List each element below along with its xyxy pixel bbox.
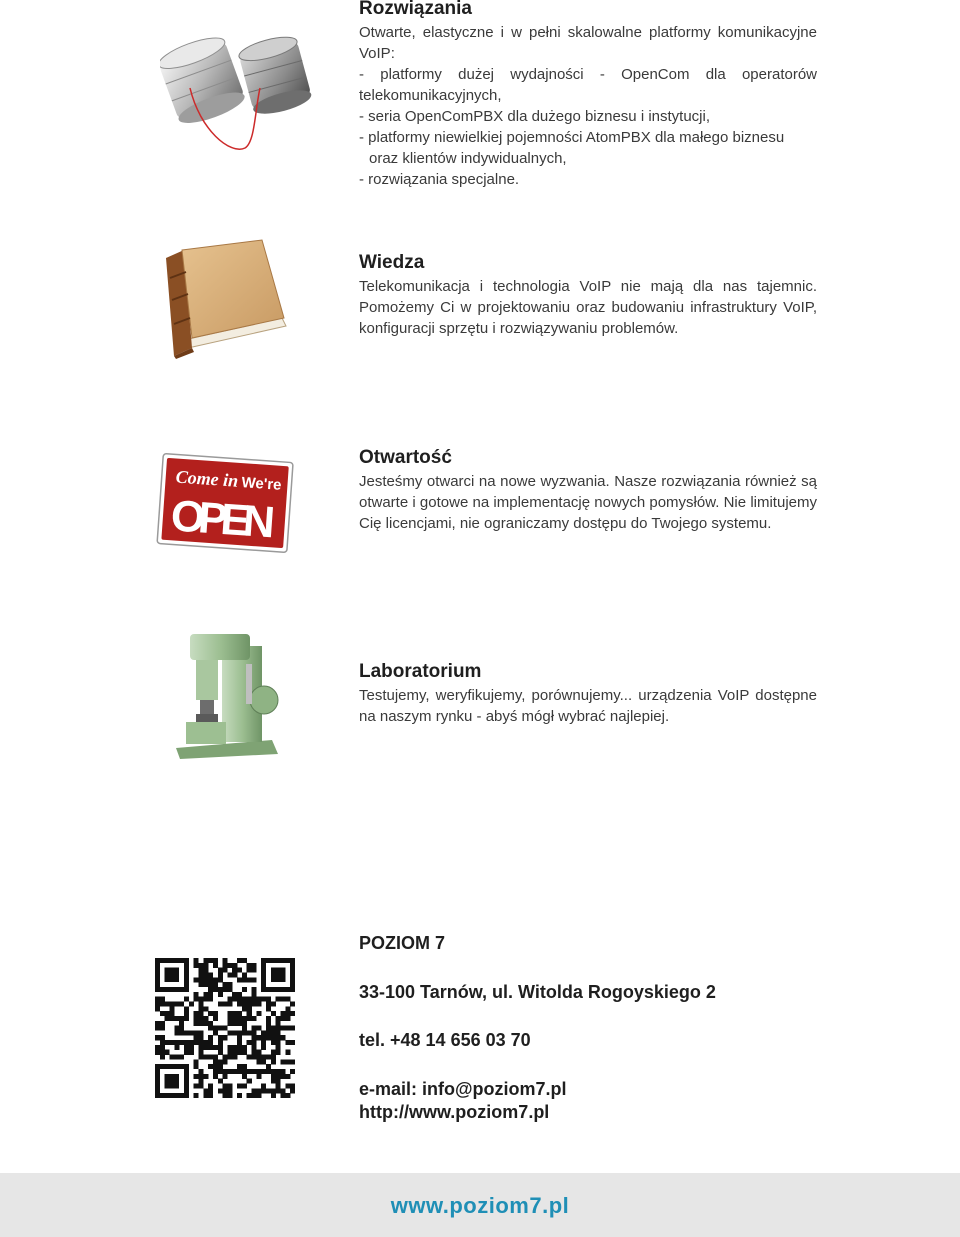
openness-heading: Otwartość — [359, 447, 452, 468]
solutions-list — [359, 64, 817, 190]
open-sign-line1: Come in — [175, 466, 239, 491]
open-sign-line1b: We're — [240, 474, 283, 494]
company-website-link[interactable]: http://www.poziom7.pl — [359, 1102, 550, 1122]
company-phone: tel. +48 14 656 03 70 — [359, 1030, 531, 1050]
knowledge-heading: Wiedza — [359, 252, 425, 273]
open-sign-image — [154, 452, 296, 556]
press-machine-image — [172, 630, 282, 760]
knowledge-section — [359, 252, 817, 339]
solutions-section — [359, 0, 817, 190]
solutions-intro: Otwarte, elastyczne i w pełni skalowalne platformy komunikacyjne VoIP: — [359, 24, 817, 62]
list-item: - platformy dużej wydajności - OpenCom dla operatorów telekomunikacyjnych, — [359, 66, 817, 104]
tin-can-phone-image — [160, 30, 320, 160]
company-name: POZIOM 7 — [359, 933, 446, 953]
openness-text: Jesteśmy otwarci na nowe wyzwania. Nasze rozwiązania również są otwarte i gotowe na implementację nowych pomysłów. Nie limitujemy Cię licencjami, nie ograniczamy dostępu do Twojego systemu. — [359, 473, 817, 532]
solutions-heading: Rozwiązania — [359, 0, 472, 19]
company-email-link[interactable]: e-mail: info@poziom7.pl — [359, 1079, 567, 1099]
list-item: - platformy niewielkiej pojemności AtomPBX dla małego biznesu — [359, 129, 785, 146]
footer-website-link[interactable]: www.poziom7.pl — [390, 1193, 570, 1218]
openness-section — [359, 447, 817, 534]
list-item: oraz klientów indywidualnych, — [369, 150, 567, 167]
book-image — [158, 238, 290, 360]
list-item: - seria OpenComPBX dla dużego biznesu i instytucji, — [359, 108, 711, 125]
company-address: 33-100 Tarnów, ul. Witolda Rogoyskiego 2 — [359, 982, 716, 1002]
knowledge-text: Telekomunikacja i technologia VoIP nie mają dla nas tajemnic. Pomożemy Ci w projektowaniu oraz budowaniu infrastruktury VoIP, konfiguracji sprzętu i rozwiązywaniu problemów. — [359, 278, 817, 337]
footer-bar — [0, 1173, 960, 1237]
laboratory-text: Testujemy, weryfikujemy, porównujemy... urządzenia VoIP dostępne na naszym rynku - abyś mógł wybrać najlepiej. — [359, 687, 817, 725]
qr-code-image — [155, 958, 295, 1098]
laboratory-section — [359, 661, 817, 727]
open-sign-line2: OPEN — [169, 491, 277, 548]
list-item: - rozwiązania specjalne. — [359, 171, 520, 188]
laboratory-heading: Laboratorium — [359, 661, 482, 682]
